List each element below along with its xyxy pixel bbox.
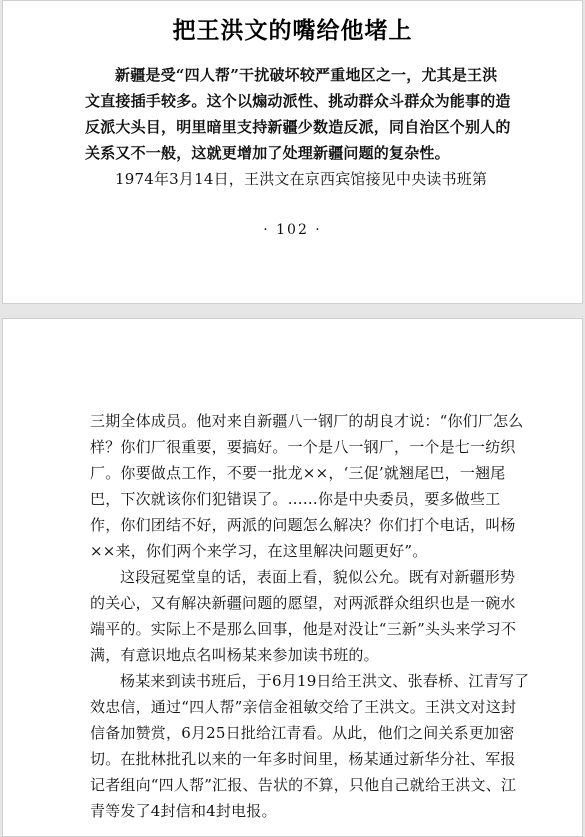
page-number: · 102 · xyxy=(263,222,322,238)
paragraph: 三期全体成员。他对来自新疆八一钢厂的胡良才说：“你们厂怎么样？你们厂很重要，要搞好。一个是八一钢厂，一个是七一纺织厂。你要做点工作，不要一批龙××，‘三促’就翘尾巴，一翘尾巴，下次就该你们犯错误了。……你是中央委员，要多做些工作，你们团结不好，两派的问题怎么解决？你们打个电话，叫杨××来，你们两个来学习，在这里解决问题更好”。 xyxy=(90,412,524,560)
paragraph: 杨某来到读书班后，于6月19日给王洪文、张春桥、江青写了效忠信，通过“四人帮”亲信金祖敏交给了王洪文。王洪文对这封信备加赞赏，6月25日批给江青看。从此，他们之间关系更加密切。在批林批孔以来的一年多时间里，杨某通过新华分社、军报记者组向“四人帮”汇报、告状的不算，只他自己就给王洪文、江青等发了4封信和4封电报。 xyxy=(90,672,530,820)
paragraph: 1974年3月14日，王洪文在京西宾馆接见中央读书班第 xyxy=(115,170,488,188)
page-top xyxy=(2,0,583,304)
paragraph: 新疆是受“四人帮”干扰破坏较严重地区之一，尤其是王洪文直接插手较多。这个以煽动派性、挑动群众斗群众为能事的造反派大头目，明里暗里支持新疆少数造反派，同自治区个别人的关系又不一般，这就更增加了处理新疆问题的复杂性。 xyxy=(85,66,511,162)
page-bottom xyxy=(2,318,583,837)
page1-body xyxy=(85,62,511,192)
paragraph: 这段冠冕堂皇的话，表面上看，貌似公允。既有对新疆形势的关心，又有解决新疆问题的愿望，对两派群众组织也是一碗水端平的。实际上不是那么回事，他是对没让“三新”头头来学习不满，有意识地点名叫杨某来参加读书班的。 xyxy=(90,568,517,664)
page2-body xyxy=(90,408,530,824)
chapter-title: 把王洪文的嘴给他堵上 xyxy=(172,17,413,44)
